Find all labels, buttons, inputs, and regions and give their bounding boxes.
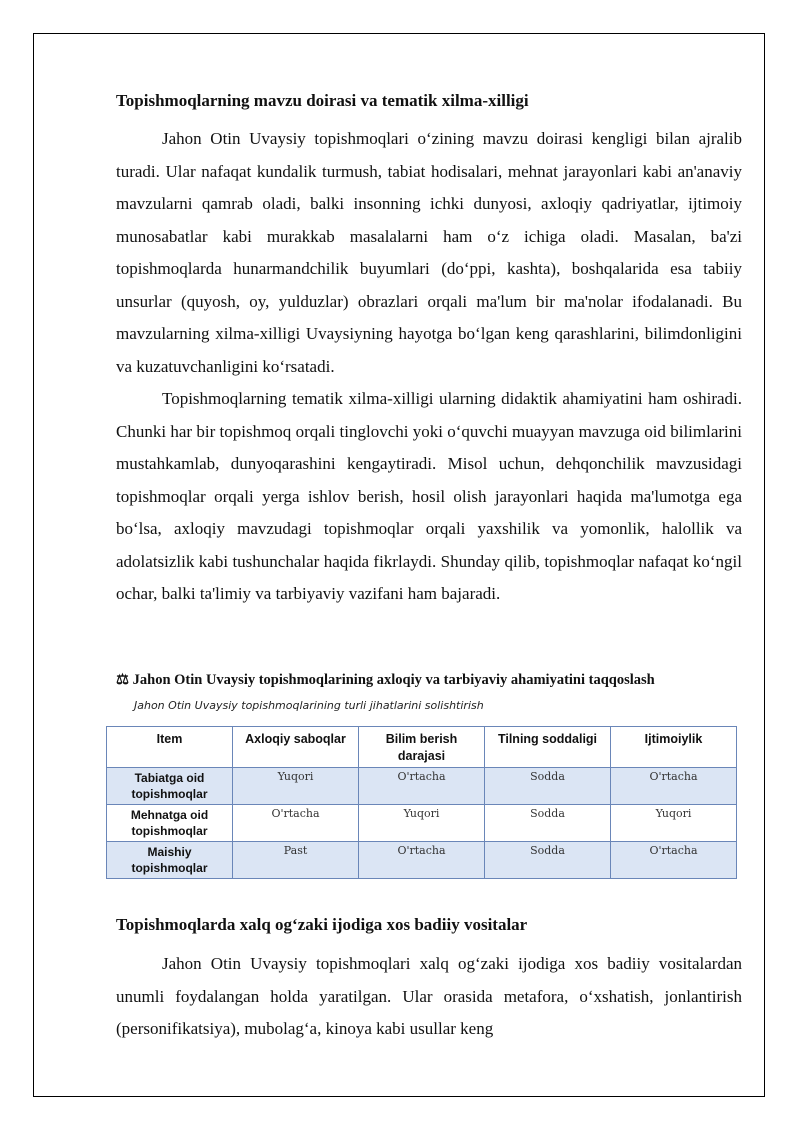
column-header: Axloqiy saboqlar bbox=[233, 727, 359, 768]
column-header: Item bbox=[107, 727, 233, 768]
table-cell: O'rtacha bbox=[359, 768, 485, 805]
table-subcaption: Jahon Otin Uvaysiy topishmoqlarining turli jihatlarini solishtirish bbox=[134, 699, 484, 712]
paragraph: Jahon Otin Uvaysiy topishmoqlari o‘zining mavzu doirasi kengligi bilan ajralib turadi. Ular nafaqat kundalik turmush, tabiat hodisalari, mehnat jarayonlari kabi an'anaviy mavzularni qamrab oladi, balki insonning ichki dunyosi, axloqiy qadriyatlar, ijtimoiy munosabatlar kabi murakkab masalalarni ham o‘z ichiga oladi. Masalan, ba'zi topishmoqlarda hunarmandchilik buyumlari (do‘ppi, kashta), boshqalarida esa tabiiy unsurlar (quyosh, oy, yulduzlar) obrazlari orqali ma'lum bir ma'nolar ifodalanadi. Bu mavzularning xilma-xilligi Uvaysiyning hayotga bo‘lgan keng qarashlarini, bilimdonligini va kuzatuvchanligini ko‘rsatadi. bbox=[116, 129, 742, 376]
row-label: Maishiy topishmoqlar bbox=[107, 842, 233, 879]
table-caption-text: Jahon Otin Uvaysiy topishmoqlarining axloqiy va tarbiyaviy ahamiyatini taqqoslash bbox=[132, 672, 655, 688]
table-cell: Yuqori bbox=[233, 768, 359, 805]
table-cell: Past bbox=[233, 842, 359, 879]
section-heading-devices: Topishmoqlarda xalq og‘zaki ijodiga xos badiiy vositalar bbox=[116, 915, 528, 934]
scales-icon: ⚖ bbox=[116, 672, 129, 688]
table-row bbox=[107, 805, 737, 842]
column-header: Bilim berish darajasi bbox=[359, 727, 485, 768]
column-header: Tilning soddaligi bbox=[485, 727, 611, 768]
table-cell: Yuqori bbox=[359, 805, 485, 842]
paragraph: Jahon Otin Uvaysiy topishmoqlari xalq og‘zaki ijodiga xos badiiy vositalardan unumli foydalangan holda yaratilgan. Ular orasida metafora, o‘xshatish, jonlantirish (personifikatsiya), mubolag‘a, kinoya kabi usullar keng bbox=[116, 954, 742, 1038]
row-label: Mehnatga oid topishmoqlar bbox=[107, 805, 233, 842]
table-cell: Yuqori bbox=[611, 805, 737, 842]
table-cell: Sodda bbox=[485, 842, 611, 879]
table-cell: Sodda bbox=[485, 805, 611, 842]
paragraph: Topishmoqlarning tematik xilma-xilligi ularning didaktik ahamiyatini ham oshiradi. Chunki har bir topishmoq orqali tinglovchi yoki o‘quvchi muayyan mavzuga oid bilimlarini mustahkamlab, dunyoqarashini kengaytiradi. Misol uchun, dehqonchilik mavzusidagi topishmoqlar orqali yerga ishlov berish, hosil olish jarayonlari haqida ma'lumotga ega bo‘lsa, axloqiy mavzudagi topishmoqlar orqali yaxshilik va yomonlik, halollik va adolatsizlik kabi tushunchalar haqida fikrlaydi. Shunday qilib, topishmoqlar nafaqat ko‘ngil ochar, balki ta'limiy va tarbiyaviy vazifani ham bajaradi. bbox=[116, 389, 742, 603]
comparison-table bbox=[106, 726, 737, 879]
table-cell: O'rtacha bbox=[359, 842, 485, 879]
table-cell: O'rtacha bbox=[611, 842, 737, 879]
section1-body bbox=[116, 123, 742, 611]
table-caption bbox=[116, 671, 756, 689]
table-cell: O'rtacha bbox=[233, 805, 359, 842]
table-cell: O'rtacha bbox=[611, 768, 737, 805]
section2-body bbox=[116, 948, 742, 1046]
table-header-row bbox=[107, 727, 737, 768]
table-row bbox=[107, 842, 737, 879]
row-label: Tabiatga oid topishmoqlar bbox=[107, 768, 233, 805]
table-cell: Sodda bbox=[485, 768, 611, 805]
column-header: Ijtimoiylik bbox=[611, 727, 737, 768]
section-heading-themes: Topishmoqlarning mavzu doirasi va tematik xilma-xilligi bbox=[116, 91, 529, 110]
table-row bbox=[107, 768, 737, 805]
